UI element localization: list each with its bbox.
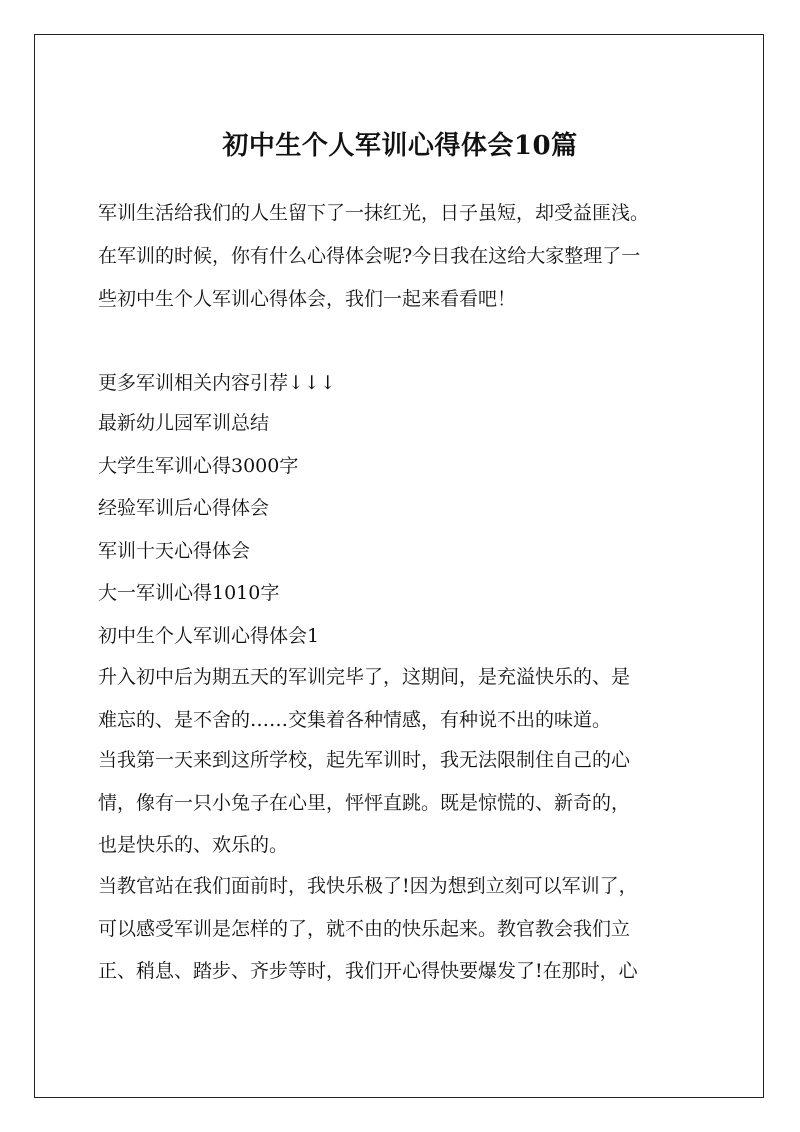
body-line: 升入初中后为期五天的军训完毕了，这期间，是充溢快乐的、是	[98, 666, 631, 688]
related-link[interactable]: 大学生军训心得3000字	[98, 455, 299, 477]
intro-line: 在军训的时候，你有什么心得体会呢?今日我在这给大家整理了一	[98, 245, 641, 267]
related-link[interactable]: 军训十天心得体会	[98, 540, 251, 562]
related-link[interactable]: 大一军训心得1010字	[98, 582, 280, 604]
intro-line: 些初中生个人军训心得体会，我们一起来看看吧！	[98, 288, 517, 310]
body-line: 难忘的、是不舍的……交集着各种情感，有种说不出的味道。	[98, 709, 612, 731]
body-line: 正、稍息、踏步、齐步等时，我们开心得快要爆发了!在那时，心	[98, 960, 638, 982]
related-link[interactable]: 经验军训后心得体会	[98, 497, 270, 519]
document-title: 初中生个人军训心得体会10篇	[222, 131, 578, 161]
body-line: 也是快乐的、欢乐的。	[98, 834, 289, 856]
intro-line: 军训生活给我们的人生留下了一抹红光，日子虽短，却受益匪浅。	[98, 202, 650, 224]
related-link[interactable]: 最新幼儿园军训总结	[98, 412, 270, 434]
body-line: 当我第一天来到这所学校，起先军训时，我无法限制住自己的心	[98, 749, 631, 771]
body-line: 情，像有一只小兔子在心里，怦怦直跳。既是惊慌的、新奇的，	[98, 792, 631, 814]
body-line: 当教官站在我们面前时，我快乐极了!因为想到立刻可以军训了，	[98, 875, 638, 897]
section-title: 初中生个人军训心得体会1	[98, 625, 320, 647]
body-line: 可以感受军训是怎样的了，就不由的快乐起来。教官教会我们立	[98, 918, 631, 940]
related-heading: 更多军训相关内容引荐↓↓↓	[98, 372, 336, 394]
